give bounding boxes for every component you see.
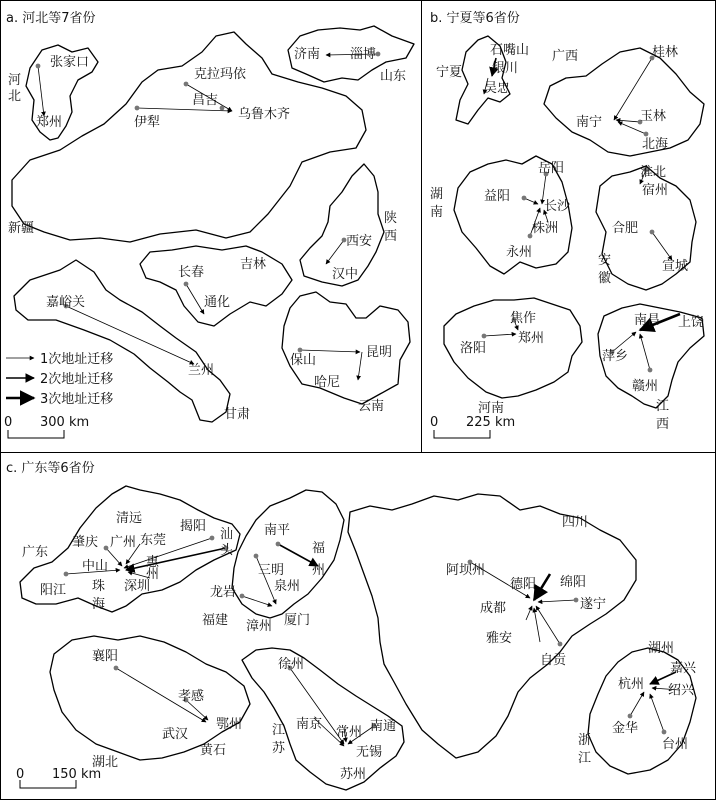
city-xian: 西安	[346, 234, 373, 249]
city-taizhou: 台州	[662, 737, 689, 752]
city-hanzhong: 汉中	[332, 267, 359, 282]
city-jiayuguan: 嘉峪关	[46, 295, 86, 310]
city-zhengzhou-a: 郑州	[36, 115, 63, 130]
zhaoqing-dot	[104, 546, 109, 551]
city-yangjiang: 阳江	[40, 583, 67, 598]
city-zhaoqing: 肇庆	[72, 535, 99, 550]
city-dongguan: 东莞	[140, 533, 167, 548]
city-zhangjiakou: 张家口	[50, 55, 90, 70]
city-baoshan: 保山	[290, 353, 317, 368]
city-guangzhou: 广州	[110, 535, 137, 550]
scalebar-c-label: 150 km	[52, 767, 102, 782]
prov-anhui-2: 徽	[598, 271, 612, 286]
changji-dot	[220, 106, 225, 111]
city-tonghua: 通化	[204, 295, 231, 310]
city-jiaozuo: 焦作	[510, 311, 537, 326]
prov-shaanxi-1: 陕	[384, 211, 398, 226]
prov-hunan-1: 湖	[430, 187, 444, 202]
city-kelamayi: 克拉玛依	[194, 67, 247, 82]
prov-shaanxi-2: 西	[384, 229, 398, 244]
city-jieyang: 揭阳	[180, 519, 207, 534]
city-longyan: 龙岩	[210, 585, 237, 600]
scalebar-a-zero: 0	[4, 415, 13, 430]
city-huzhou: 湖州	[648, 641, 675, 656]
city-suining: 遂宁	[580, 597, 607, 612]
city-shantou-2: 头	[220, 543, 234, 558]
prov-zhejiang-1: 浙	[578, 733, 592, 748]
guangxi-outline	[544, 48, 704, 156]
legend-label-2: 2次地址迁移	[40, 372, 114, 387]
scalebar-b-zero: 0	[430, 415, 439, 430]
scalebar-c-zero: 0	[16, 767, 25, 782]
city-xiaogan: 孝感	[178, 689, 205, 704]
city-lanzhou: 兰州	[188, 363, 215, 378]
yili-dot	[135, 106, 140, 111]
city-huaibei: 淮北	[640, 165, 667, 180]
city-fuzhou-2: 州	[312, 563, 326, 578]
city-deyang: 德阳	[510, 577, 537, 592]
prov-gansu: 甘肃	[224, 407, 251, 422]
city-guilin: 桂林	[652, 45, 679, 60]
city-changchun: 长春	[178, 265, 205, 280]
city-zhuzhou: 株洲	[532, 221, 559, 236]
panel-a-title: a. 河北等7省份	[6, 11, 96, 26]
city-luoyang: 洛阳	[460, 341, 487, 356]
city-quanzhou: 泉州	[274, 579, 301, 594]
city-fuzhou-1: 福	[312, 541, 326, 556]
scalebar-a-label: 300 km	[40, 415, 90, 430]
city-zhuhai-2: 海	[92, 597, 106, 612]
legend-label-1: 1次地址迁移	[40, 352, 114, 367]
city-suzhou-ah: 宿州	[642, 183, 669, 198]
city-changji: 昌吉	[192, 93, 219, 108]
city-wuhan: 武汉	[162, 727, 189, 742]
city-nantong: 南通	[370, 719, 397, 734]
zigong-dot	[558, 642, 563, 647]
city-zibo: 淄博	[350, 47, 377, 62]
jinhua-dot	[628, 714, 633, 719]
city-yaan: 雅安	[486, 631, 513, 646]
fujian-outline	[232, 490, 344, 618]
city-zigong: 自贡	[540, 653, 567, 668]
yangjiang-dot	[64, 572, 69, 577]
city-zhuhai-1: 珠	[92, 579, 106, 594]
prov-jiangxi-1: 江	[656, 399, 670, 414]
panel-c-title: c. 广东等6省份	[6, 461, 95, 476]
city-nanchang: 南昌	[634, 313, 661, 328]
city-wuzhong: 吴忠	[484, 81, 511, 96]
luoyang-dot	[482, 334, 487, 339]
prov-guangdong: 广东	[22, 545, 49, 560]
prov-sichuan: 四川	[562, 515, 589, 530]
scalebar-b	[434, 430, 490, 438]
city-changsha: 长沙	[544, 199, 571, 214]
prov-jilin: 吉林	[240, 257, 267, 272]
city-chengdu: 成都	[480, 601, 507, 616]
city-xiamen: 厦门	[284, 613, 311, 628]
city-xuancheng: 宣城	[662, 259, 689, 274]
city-changzhou: 常州	[336, 725, 363, 740]
hefei-dot	[650, 230, 655, 235]
city-hefei: 合肥	[612, 221, 639, 236]
city-pingxiang: 萍乡	[602, 349, 629, 364]
scalebar-a	[8, 430, 64, 438]
prov-hebei-2: 北	[8, 89, 22, 104]
zhangjiakou-dot	[36, 64, 41, 69]
prov-jiangsu-1: 江	[272, 723, 286, 738]
sanming-dot	[254, 554, 259, 559]
city-hani: 哈尼	[314, 375, 341, 390]
prov-jiangxi-2: 西	[656, 417, 670, 432]
city-nanjing: 南京	[296, 717, 323, 732]
prov-zhejiang-2: 江	[578, 751, 592, 766]
beihai-dot	[644, 132, 649, 137]
city-yili: 伊犁	[134, 115, 161, 130]
prov-hebei-1: 河	[8, 73, 22, 88]
nanping-dot	[276, 542, 281, 547]
city-yongzhou: 永州	[506, 245, 533, 260]
longyan-dot	[240, 594, 245, 599]
prov-henan: 河南	[478, 401, 505, 416]
prov-shandong: 山东	[380, 69, 407, 84]
kelamayi-dot	[184, 82, 189, 87]
baoshan-dot	[298, 348, 303, 353]
city-beihai: 北海	[642, 137, 669, 152]
xiangyang-dot	[114, 666, 119, 671]
prov-jiangsu-2: 苏	[272, 741, 286, 756]
city-huangshi: 黄石	[200, 743, 227, 758]
ganzhou-dot	[648, 368, 653, 373]
city-ganzhou: 赣州	[632, 379, 659, 394]
city-shaoxing: 绍兴	[668, 683, 695, 698]
city-jinan: 济南	[294, 47, 321, 62]
city-ezhou: 鄂州	[216, 717, 243, 732]
prov-fujian: 福建	[202, 613, 229, 628]
jieyang-dot	[210, 536, 215, 541]
city-nanning: 南宁	[576, 115, 603, 130]
prov-xinjiang: 新疆	[8, 221, 35, 236]
city-jiaxing: 嘉兴	[670, 661, 697, 676]
city-jinhua: 金华	[612, 721, 639, 736]
city-huizhou-1: 惠	[146, 555, 160, 570]
city-suzhou-js: 苏州	[340, 767, 367, 782]
city-shenzhen: 深圳	[124, 579, 151, 594]
city-zhengzhou-b: 郑州	[518, 331, 545, 346]
city-abazhou: 阿坝州	[446, 563, 486, 578]
yiyang-dot	[522, 196, 527, 201]
city-yulin: 玉林	[640, 109, 667, 124]
city-yiyang: 益阳	[484, 189, 511, 204]
city-nanping: 南平	[264, 523, 291, 538]
prov-ningxia: 宁夏	[436, 65, 463, 80]
prov-guangxi: 广西	[552, 49, 579, 64]
changchun-dot	[184, 282, 189, 287]
suining-dot	[574, 598, 579, 603]
panel-b-title: b. 宁夏等6省份	[430, 11, 520, 26]
zibo-dot	[376, 52, 381, 57]
prov-hunan-2: 南	[430, 205, 444, 220]
hubei-outline	[50, 636, 250, 760]
taizhou-dot	[662, 730, 667, 735]
scalebar-b-label: 225 km	[466, 415, 516, 430]
city-kunming: 昆明	[366, 345, 393, 360]
city-shizuishan: 石嘴山	[490, 43, 530, 58]
city-huizhou-2: 州	[146, 567, 160, 582]
city-wulumuqi: 乌鲁木齐	[238, 107, 291, 122]
prov-anhui-1: 安	[598, 253, 612, 268]
city-xuzhou: 徐州	[278, 657, 305, 672]
city-sanming: 三明	[258, 563, 285, 578]
city-mianyang: 绵阳	[560, 575, 587, 590]
city-yinchuan: 银川	[492, 61, 519, 76]
city-qingyuan: 清远	[116, 511, 143, 526]
city-zhangzhou: 漳州	[246, 619, 273, 634]
city-hangzhou: 杭州	[618, 677, 645, 692]
city-shantou-1: 汕	[220, 527, 234, 542]
legend-label-3: 3次地址迁移	[40, 392, 114, 407]
city-xiangyang: 襄阳	[92, 649, 119, 664]
city-yueyang: 岳阳	[538, 161, 565, 176]
prov-yunnan: 云南	[358, 399, 385, 414]
city-zhongshan: 中山	[82, 559, 109, 574]
prov-hubei: 湖北	[92, 755, 119, 770]
city-wuxi: 无锡	[356, 745, 383, 760]
city-shangrao: 上饶	[678, 315, 705, 330]
jilin-outline	[140, 246, 292, 326]
